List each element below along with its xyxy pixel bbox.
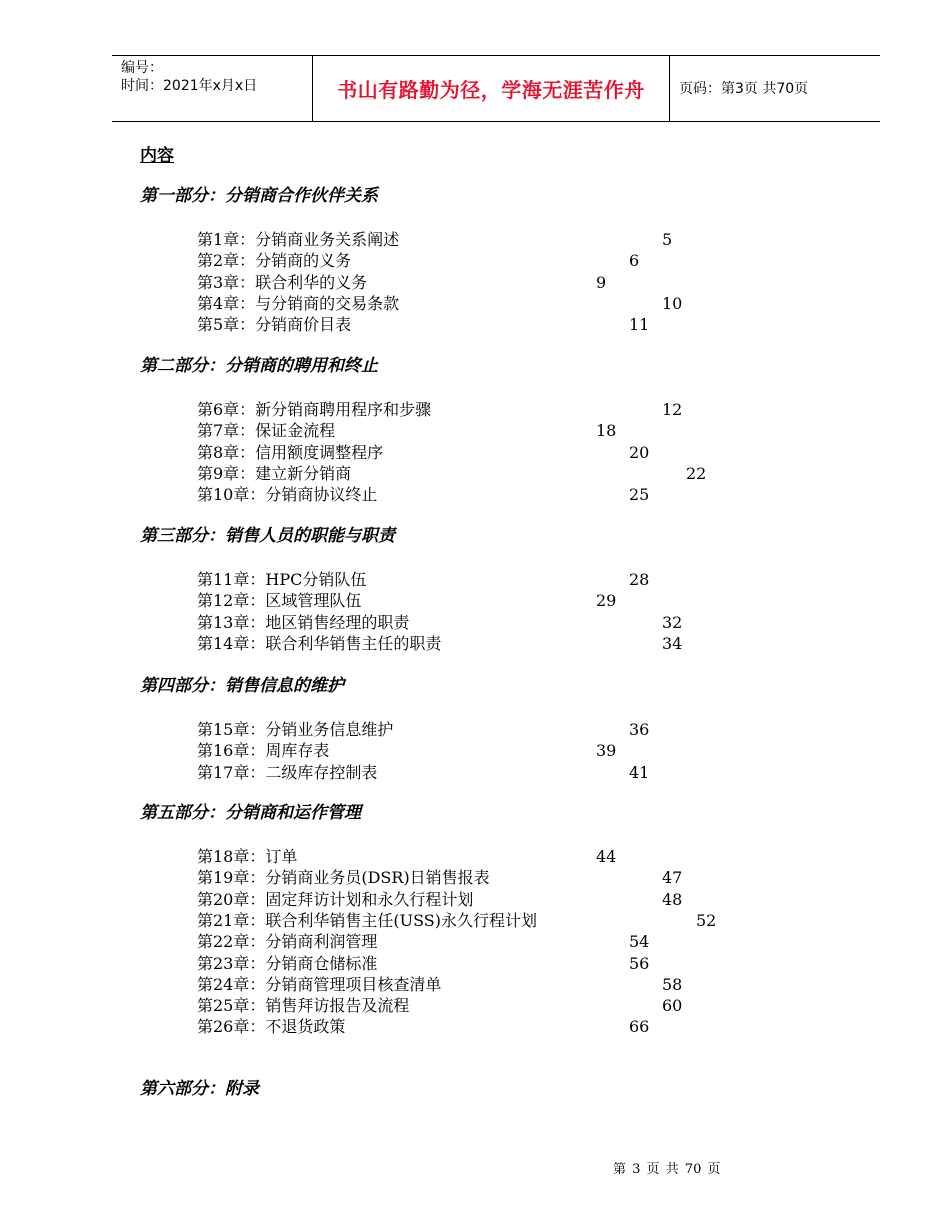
toc-entry-page: 34 — [662, 633, 683, 653]
toc-entry-label: 第7章：保证金流程 — [197, 421, 336, 441]
toc-entry-page: 28 — [629, 570, 650, 589]
toc-entry-label: 第8章：信用额度调整程序 — [197, 442, 384, 462]
toc-entry-label: 第1章：分销商业务关系阐述 — [197, 230, 400, 249]
toc-entry-page: 52 — [696, 910, 717, 930]
toc-entry-page: 10 — [662, 293, 683, 313]
time-label: 时间：2021年x月x日 — [121, 78, 258, 94]
part-title: 第五部分：分销商和运作管理 — [140, 803, 361, 823]
page-footer: 第 3 页 共 70 页 — [613, 1162, 721, 1177]
toc-entry-page: 5 — [662, 230, 673, 249]
part-title: 第六部分：附录 — [140, 1079, 259, 1099]
part-title: 第一部分：分销商合作伙伴关系 — [140, 186, 378, 206]
toc-title: 内容 — [140, 146, 174, 166]
toc-entry-page: 32 — [662, 612, 683, 632]
toc-entry-label: 第17章：二级库存控制表 — [197, 762, 378, 782]
header-motto-cell — [312, 56, 670, 121]
toc-entry-label: 第25章：销售拜访报告及流程 — [197, 996, 410, 1016]
toc-entry-page: 9 — [596, 272, 607, 292]
toc-entry-label: 第5章：分销商价目表 — [197, 315, 352, 335]
toc-entry-label: 第12章：区域管理队伍 — [197, 591, 362, 611]
toc-entry-label: 第11章：HPC分销队伍 — [197, 570, 367, 589]
toc-entry-label: 第15章：分销业务信息维护 — [197, 720, 394, 739]
toc-entry-page: 44 — [596, 847, 617, 866]
toc-entry-page: 20 — [629, 442, 650, 462]
part-title: 第三部分：销售人员的职能与职责 — [140, 526, 395, 546]
toc-entry-label: 第14章：联合利华销售主任的职责 — [197, 633, 442, 653]
part-title: 第四部分：销售信息的维护 — [140, 676, 344, 696]
toc-entry-page: 66 — [629, 1017, 650, 1037]
toc-entry-label: 第21章：联合利华销售主任(USS)永久行程计划 — [197, 910, 537, 930]
toc-entry-label: 第3章：联合利华的义务 — [197, 272, 368, 292]
toc-entry-page: 11 — [629, 315, 650, 335]
toc-entry-label: 第6章：新分销商聘用程序和步骤 — [197, 400, 432, 419]
toc-entry-page: 39 — [596, 741, 617, 761]
toc-entry-label: 第19章：分销商业务员(DSR)日销售报表 — [197, 868, 490, 888]
toc-entry-page: 12 — [662, 400, 683, 419]
toc-entry-label: 第4章：与分销商的交易条款 — [197, 293, 400, 313]
toc-entry-label: 第22章：分销商利润管理 — [197, 932, 378, 952]
toc-entry-label: 第2章：分销商的义务 — [197, 251, 352, 271]
toc-entry-page: 29 — [596, 591, 617, 611]
header-meta-cell — [112, 56, 312, 121]
header-page-number: 页码：第3页 共70页 — [679, 81, 809, 97]
toc-entry-page: 58 — [662, 974, 683, 994]
toc-entry-label: 第13章：地区销售经理的职责 — [197, 612, 410, 632]
toc-entry-label: 第24章：分销商管理项目核查清单 — [197, 974, 442, 994]
toc-entry-label: 第9章：建立新分销商 — [197, 463, 352, 483]
toc-entry-label: 第26章：不退货政策 — [197, 1017, 346, 1037]
toc-entry-label: 第20章：固定拜访计划和永久行程计划 — [197, 889, 474, 909]
toc-entry-page: 41 — [629, 762, 650, 782]
toc-entry-label: 第10章：分销商协议终止 — [197, 485, 378, 505]
toc-entry-page: 36 — [629, 720, 650, 739]
motto-text: 书山有路勤为径，学海无涯苦作舟 — [337, 78, 645, 102]
serial-number-label: 编号： — [121, 60, 163, 76]
toc-entry-page: 60 — [662, 996, 683, 1016]
header-page-cell — [670, 56, 880, 121]
toc-entry-page: 48 — [662, 889, 683, 909]
toc-entry-page: 25 — [629, 485, 650, 505]
toc-entry-page: 56 — [629, 953, 650, 973]
page-header — [112, 55, 880, 122]
toc-entry-label: 第16章：周库存表 — [197, 741, 330, 761]
toc-entry-label: 第18章：订单 — [197, 847, 298, 866]
toc-entry-page: 22 — [686, 463, 707, 483]
toc-entry-label: 第23章：分销商仓储标准 — [197, 953, 378, 973]
toc-entry-page: 6 — [629, 251, 640, 271]
part-title: 第二部分：分销商的聘用和终止 — [140, 356, 378, 376]
toc-entry-page: 18 — [596, 421, 617, 441]
toc-entry-page: 54 — [629, 932, 650, 952]
toc-entry-page: 47 — [662, 868, 683, 888]
